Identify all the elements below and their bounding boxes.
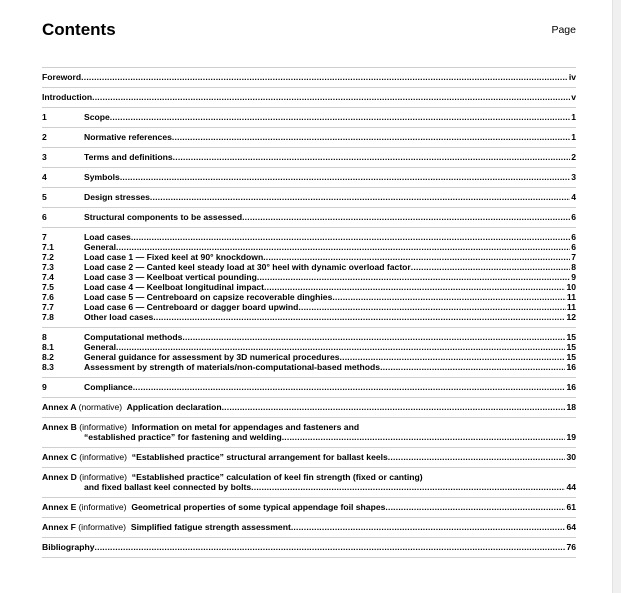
toc-entry-section-6[interactable] [42, 212, 576, 222]
annex-title [42, 522, 291, 532]
toc-entry-page: 9 [571, 272, 576, 282]
divider [42, 327, 576, 328]
toc-entry-page: 11 [566, 292, 576, 302]
leader-dots [120, 172, 570, 182]
toc-entry-text: Other load cases [84, 312, 154, 322]
divider [42, 377, 576, 378]
toc-entry-page: 7 [571, 252, 576, 262]
leader-dots [173, 152, 571, 162]
page-title: Contents [42, 20, 116, 39]
leader-dots [222, 402, 566, 412]
toc-entry-annex-f[interactable] [42, 522, 576, 532]
annex-type: (informative) [79, 422, 128, 432]
annex-title [42, 502, 385, 512]
toc-entry-text: General [84, 342, 117, 352]
section-number: 7.2 [42, 252, 54, 262]
toc-entry-text: Application declaration [126, 402, 222, 412]
toc-entry-text: Bibliography [42, 542, 95, 552]
section-number: 9 [42, 382, 47, 392]
toc-entry-page: 15 [566, 342, 576, 352]
divider [42, 447, 576, 448]
toc-entry-text: Symbols [84, 172, 120, 182]
section-number: 7.4 [42, 272, 54, 282]
toc-entry-section-7-4[interactable] [42, 272, 576, 282]
leader-dots [133, 382, 566, 392]
annex-label: Annex D [42, 472, 77, 482]
leader-dots [110, 112, 570, 122]
annex-label: Annex A [42, 402, 77, 412]
toc-entry-introduction[interactable] [42, 92, 576, 102]
leader-dots [264, 282, 565, 292]
toc-entry-text-continued: “established practice” for fastening and welding [84, 432, 282, 442]
annex-label: Annex C [42, 452, 77, 462]
toc-entry-text: Load case 6 — Centreboard or dagger board upwind [84, 302, 299, 312]
leader-dots [257, 272, 570, 282]
toc-entry-text: Load case 5 — Centreboard on capsize recoverable dinghies [84, 292, 333, 302]
toc-entry-text: Design stresses [84, 192, 150, 202]
toc-entry-page: v [571, 92, 576, 102]
table-of-contents [42, 62, 576, 562]
toc-entry-page: 61 [566, 502, 576, 512]
annex-label: Annex B [42, 422, 77, 432]
section-number: 8.2 [42, 352, 54, 362]
toc-entry-section-7-7[interactable] [42, 302, 576, 312]
toc-entry-page: 6 [571, 242, 576, 252]
annex-type: (informative) [79, 452, 128, 462]
section-number: 1 [42, 112, 47, 122]
toc-entry-page: 6 [571, 232, 576, 242]
section-number: 3 [42, 152, 47, 162]
toc-entry-text: Load case 3 — Keelboat vertical pounding [84, 272, 257, 282]
toc-entry-page: 11 [566, 302, 576, 312]
section-number: 7.6 [42, 292, 54, 302]
section-number: 8.3 [42, 362, 54, 372]
toc-entry-section-7-2[interactable] [42, 252, 576, 262]
section-number: 7.5 [42, 282, 54, 292]
leader-dots [150, 192, 570, 202]
leader-dots [153, 312, 565, 322]
section-number: 8.1 [42, 342, 54, 352]
toc-entry-page: 12 [566, 312, 576, 322]
annex-type: (informative) [79, 472, 128, 482]
annex-title [42, 452, 388, 462]
toc-entry-text: Normative references [84, 132, 172, 142]
toc-entry-text: Load case 4 — Keelboat longitudinal impact [84, 282, 265, 292]
leader-dots [380, 362, 565, 372]
leader-dots [282, 432, 566, 442]
toc-entry-section-8-3[interactable] [42, 362, 576, 372]
section-number: 7 [42, 232, 47, 242]
toc-entry-section-7-8[interactable] [42, 312, 576, 322]
toc-entry-text: General [84, 242, 117, 252]
toc-entry-section-2[interactable] [42, 132, 576, 142]
divider [42, 467, 576, 468]
toc-entry-text: “Established practice” structural arrangement for ballast keels [131, 452, 388, 462]
section-number: 2 [42, 132, 47, 142]
annex-type: (informative) [78, 522, 127, 532]
toc-entry-page: 10 [566, 282, 576, 292]
leader-dots [332, 292, 566, 302]
vertical-scrollbar[interactable] [612, 0, 621, 593]
divider [42, 537, 576, 538]
toc-entry-text: General guidance for assessment by 3D numerical procedures [84, 352, 340, 362]
toc-entry-text: Terms and definitions [84, 152, 173, 162]
section-number: 7.7 [42, 302, 54, 312]
toc-entry-section-8[interactable] [42, 332, 576, 342]
toc-entry-text: Load case 1 — Fixed keel at 90° knockdown [84, 252, 264, 262]
toc-entry-annex-d[interactable] [42, 482, 576, 492]
contents-header [42, 20, 576, 44]
leader-dots [291, 522, 566, 532]
annex-type: (informative) [78, 502, 127, 512]
toc-entry-text: Compliance [84, 382, 133, 392]
divider [42, 397, 576, 398]
toc-entry-page: 3 [571, 172, 576, 182]
toc-entry-text: Information on metal for appendages and fasteners and [131, 422, 360, 432]
leader-dots [172, 132, 570, 142]
toc-entry-section-8-1[interactable] [42, 342, 576, 352]
annex-label: Annex F [42, 522, 76, 532]
toc-entry-section-9[interactable] [42, 382, 576, 392]
toc-entry-page: 44 [566, 482, 576, 492]
section-number: 7.1 [42, 242, 54, 252]
divider [42, 557, 576, 558]
section-number: 4 [42, 172, 47, 182]
toc-entry-page: 6 [571, 212, 576, 222]
toc-entry-page: 15 [566, 352, 576, 362]
toc-entry-text: Structural components to be assessed [84, 212, 243, 222]
leader-dots [263, 252, 570, 262]
toc-entry-page: 30 [566, 452, 576, 462]
toc-entry-page: 1 [571, 132, 576, 142]
divider [42, 107, 576, 108]
toc-entry-section-7-3[interactable] [42, 262, 576, 272]
toc-entry-page: 19 [566, 432, 576, 442]
toc-entry-text: Geometrical properties of some typical appendage foil shapes [131, 502, 386, 512]
divider [42, 187, 576, 188]
leader-dots [95, 542, 566, 552]
page-column-label: Page [551, 24, 576, 36]
toc-entry-section-7[interactable] [42, 232, 576, 242]
leader-dots [411, 262, 570, 272]
toc-entry-bibliography[interactable] [42, 542, 576, 552]
toc-entry-page: 76 [566, 542, 576, 552]
section-number: 8 [42, 332, 47, 342]
divider [42, 127, 576, 128]
toc-entry-section-3[interactable] [42, 152, 576, 162]
toc-entry-page: 1 [571, 112, 576, 122]
divider [42, 87, 576, 88]
toc-entry-page: 2 [571, 152, 576, 162]
annex-label: Annex E [42, 502, 77, 512]
leader-dots [388, 452, 566, 462]
toc-entry-text: Load cases [84, 232, 131, 242]
leader-dots [92, 92, 570, 102]
annex-type: (normative) [78, 402, 123, 412]
toc-entry-page: 8 [571, 262, 576, 272]
toc-entry-page: 4 [571, 192, 576, 202]
toc-entry-text: Scope [84, 112, 110, 122]
divider [42, 167, 576, 168]
toc-entry-section-7-6[interactable] [42, 292, 576, 302]
toc-entry-foreword[interactable] [42, 72, 576, 82]
toc-entry-section-8-2[interactable] [42, 352, 576, 362]
leader-dots [385, 502, 565, 512]
toc-entry-text-continued: and fixed ballast keel connected by bolts [84, 482, 252, 492]
toc-entry-text: Introduction [42, 92, 93, 102]
toc-entry-page: 16 [566, 362, 576, 372]
section-number: 6 [42, 212, 47, 222]
toc-entry-page: 15 [566, 332, 576, 342]
annex-title [42, 402, 222, 412]
leader-dots [116, 242, 570, 252]
toc-entry-section-4[interactable] [42, 172, 576, 182]
divider [42, 417, 576, 418]
leader-dots [116, 342, 565, 352]
toc-entry-section-7-5[interactable] [42, 282, 576, 292]
toc-entry-annex-c[interactable] [42, 452, 576, 462]
toc-entry-page: iv [568, 72, 576, 82]
toc-entry-annex-b[interactable] [42, 432, 576, 442]
leader-dots [242, 212, 570, 222]
leader-dots [340, 352, 566, 362]
leader-dots [182, 332, 565, 342]
toc-entry-text: Foreword [42, 72, 82, 82]
toc-entry-text: Assessment by strength of materials/non-computational-based methods [84, 362, 381, 372]
toc-entry-page: 16 [566, 382, 576, 392]
divider [42, 147, 576, 148]
divider [42, 517, 576, 518]
divider [42, 227, 576, 228]
divider [42, 207, 576, 208]
leader-dots [298, 302, 566, 312]
toc-entry-page: 64 [566, 522, 576, 532]
toc-entry-text: “Established practice” calculation of keel fin strength (fixed or canting) [131, 472, 423, 482]
toc-entry-annex-d-line1[interactable] [42, 472, 576, 482]
toc-entry-text: Simplified fatigue strength assessment [130, 522, 291, 532]
leader-dots [251, 482, 565, 492]
toc-entry-annex-e[interactable] [42, 502, 576, 512]
leader-dots [131, 232, 570, 242]
section-number: 7.3 [42, 262, 54, 272]
section-number: 7.8 [42, 312, 54, 322]
divider [42, 497, 576, 498]
toc-entry-section-5[interactable] [42, 192, 576, 202]
toc-entry-text: Load case 2 — Canted keel steady load at 30° heel with dynamic overload factor [84, 262, 411, 272]
toc-entry-annex-b-line1[interactable] [42, 422, 576, 432]
leader-dots [81, 72, 568, 82]
toc-entry-text: Computational methods [84, 332, 183, 342]
toc-entry-annex-a[interactable] [42, 402, 576, 412]
divider [42, 67, 576, 68]
toc-entry-section-7-1[interactable] [42, 242, 576, 252]
toc-entry-page: 18 [566, 402, 576, 412]
section-number: 5 [42, 192, 47, 202]
toc-entry-section-1[interactable] [42, 112, 576, 122]
